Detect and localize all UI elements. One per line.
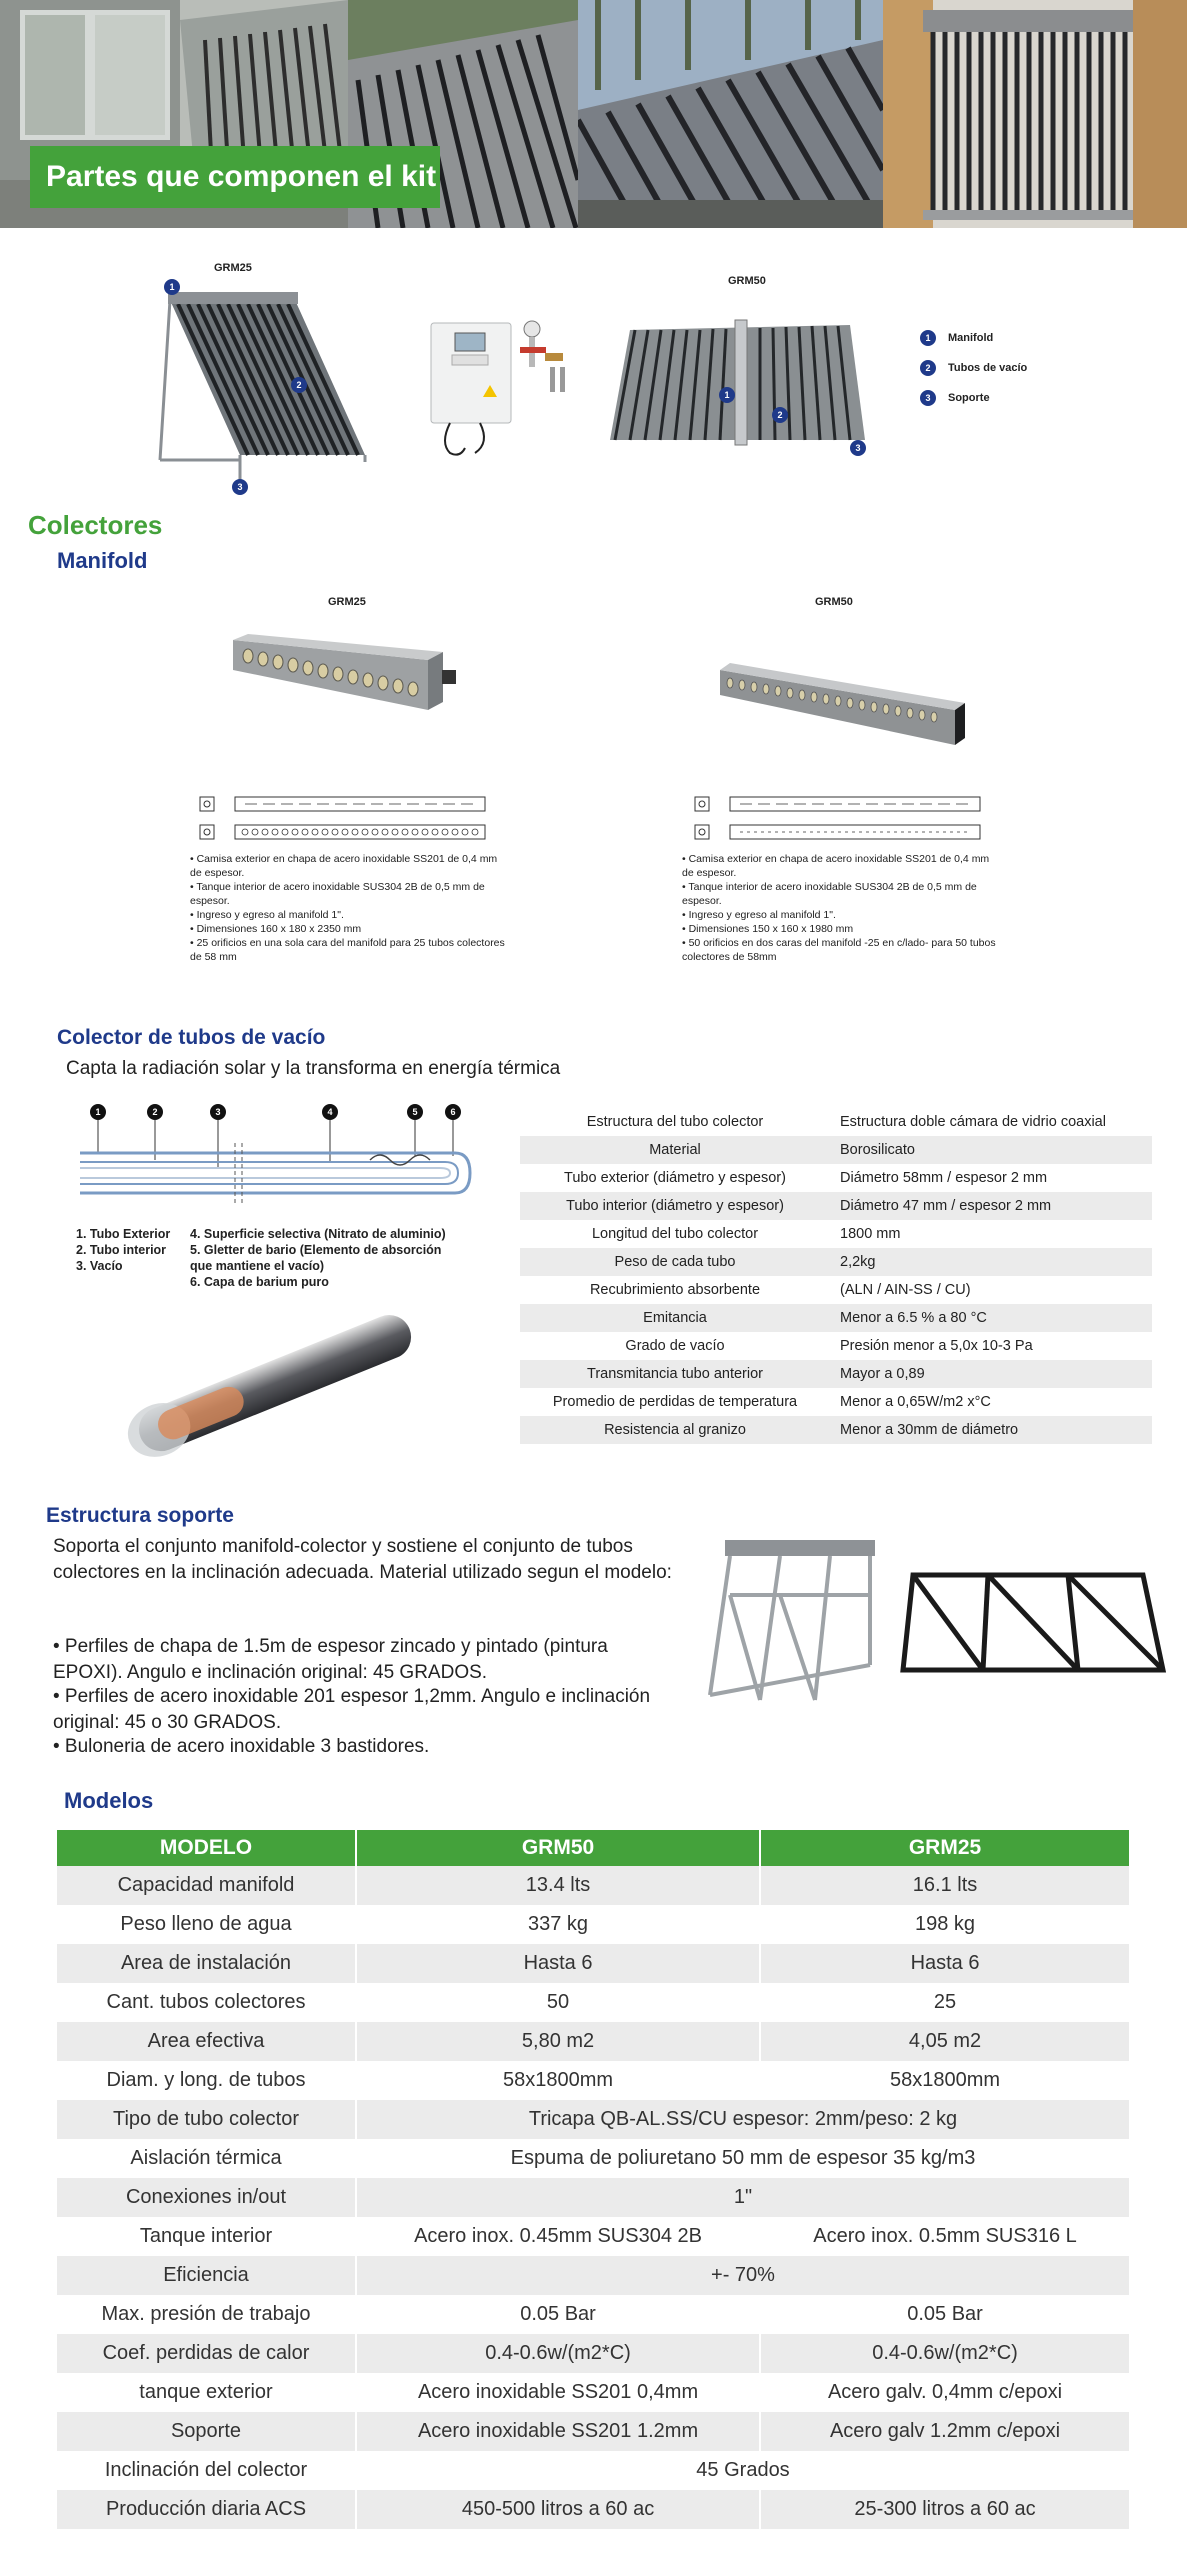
vacuum-tube-image [105, 1310, 425, 1460]
diagram-number-1: 1 [95, 1107, 101, 1117]
manifold-grm50-spec: • Tanque interior de acero inoxidable SUS304 2B de 0,5 mm de espesor. [682, 881, 977, 907]
table-row [57, 2490, 1129, 2529]
row-label: Peso lleno de agua [120, 1913, 292, 1935]
table-row [57, 2256, 1129, 2295]
modelos-header-grm25: GRM25 [761, 1830, 1129, 1866]
soporte-image-1 [700, 1535, 890, 1705]
table-row [520, 1108, 1152, 1136]
table-row [520, 1388, 1152, 1416]
legend-badge-2: 2 [920, 360, 936, 376]
spec-label: Emitancia [520, 1304, 830, 1332]
diagram-number-5: 5 [412, 1107, 418, 1117]
shared-value: Espuma de poliuretano 50 mm de espesor 35 kg/m3 [510, 2147, 976, 2169]
table-row [520, 1192, 1152, 1220]
row-label: Inclinación del colector [104, 2459, 308, 2481]
spec-label: Estructura del tubo colector [586, 1114, 764, 1130]
row-label: Capacidad manifold [57, 1866, 355, 1905]
row-label: Tanque interior [139, 2225, 273, 2247]
grm25-value: 4,05 m2 [761, 2022, 1129, 2061]
table-row [520, 1276, 1152, 1304]
vacuum-legend-item: 5. Gletter de bario (Elemento de absorción [190, 1243, 442, 1257]
vacuum-legend-item: 6. Capa de barium puro [190, 1275, 329, 1289]
spec-label: Peso de cada tubo [520, 1248, 830, 1276]
shared-value: 1" [357, 2178, 1129, 2217]
diagram-number-2: 2 [152, 1107, 158, 1117]
hero-photo-3 [578, 0, 883, 228]
section-title-modelos: Modelos [64, 1788, 154, 1813]
vacuum-legend-left [76, 1226, 170, 1274]
hero-photos [0, 0, 1187, 228]
table-row [520, 1136, 1152, 1164]
vacuum-legend-item: 2. Tubo interior [76, 1243, 167, 1257]
vacuum-legend-item: 3. Vacío [76, 1259, 123, 1273]
manifold-label-grm25: GRM25 [328, 596, 366, 608]
legend-badge-1: 1 [920, 330, 936, 346]
table-row [57, 1944, 1129, 1983]
grm50-value: 450-500 litros a 60 ac [357, 2490, 759, 2529]
shared-value: Tricapa QB-AL.SS/CU espesor: 2mm/peso: 2 kg [357, 2100, 1129, 2139]
grm50-value: Acero inox. 0.45mm SUS304 2B [414, 2225, 702, 2247]
kit-label-grm50: GRM50 [728, 275, 766, 287]
soporte-bullet-3: • Buloneria de acero inoxidable 3 bastidores. [53, 1736, 430, 1757]
spec-value: Borosilicato [830, 1136, 1152, 1164]
diagram-number-3: 3 [215, 1107, 221, 1117]
spec-label: Transmitancia tubo anterior [520, 1360, 830, 1388]
vacuum-legend-item: 4. Superficie selectiva (Nitrato de aluminio) [190, 1227, 446, 1241]
vacuum-legend-right [190, 1226, 446, 1290]
section-title-vacuum: Colector de tubos de vacío [57, 1026, 326, 1049]
table-row [57, 2217, 1129, 2256]
spec-value: Diámetro 47 mm / espesor 2 mm [830, 1192, 1152, 1220]
table-row [520, 1220, 1152, 1248]
kit-label-grm25: GRM25 [214, 262, 252, 274]
table-row [520, 1416, 1152, 1444]
manifold-grm25-spec: • Ingreso y egreso al manifold 1". [190, 909, 344, 921]
spec-label: Tubo exterior (diámetro y espesor) [564, 1170, 786, 1186]
legend-tubos: Tubos de vacío [948, 362, 1028, 374]
row-label: Producción diaria ACS [57, 2490, 355, 2529]
table-row [57, 1905, 1129, 1944]
grm25-value: 25 [933, 1991, 957, 2013]
spec-value: Menor a 6.5 % a 80 °C [830, 1304, 1152, 1332]
kit-badge-3: 3 [232, 479, 248, 495]
manifold-grm25-specs [190, 852, 510, 964]
row-label: Conexiones in/out [57, 2178, 355, 2217]
legend-soporte: Soporte [948, 392, 990, 404]
manifold-grm50-spec: • Ingreso y egreso al manifold 1". [682, 909, 836, 921]
table-row [57, 2334, 1129, 2373]
modelos-table [55, 1830, 1131, 2529]
spec-value: Estructura doble cámara de vidrio coaxial [840, 1114, 1106, 1130]
spec-value: (ALN / AIN-SS / CU) [840, 1282, 971, 1298]
row-label: Eficiencia [57, 2256, 355, 2295]
table-row [57, 1983, 1129, 2022]
kit-grm50-image [600, 300, 870, 450]
kit-badge-2: 2 [291, 377, 307, 393]
spec-label: Resistencia al granizo [520, 1416, 830, 1444]
table-row [57, 2295, 1129, 2334]
grm50-value: 0.05 Bar [520, 2303, 596, 2325]
vacuum-specs-table [520, 1108, 1152, 1444]
grm25-value: 0.4-0.6w/(m2*C) [761, 2334, 1129, 2373]
kit-badge-1: 1 [164, 279, 180, 295]
grm25-value: Acero galv 1.2mm c/epoxi [761, 2412, 1129, 2451]
spec-label: Material [520, 1136, 830, 1164]
spec-value: Menor a 30mm de diámetro [830, 1416, 1152, 1444]
grm50-value: 337 kg [528, 1913, 589, 1935]
soporte-bullet-1: • Perfiles de chapa de 1.5m de espesor zincado y pintado (pintura EPOXI). Angulo e inclinación original: 45 GRADOS. [53, 1636, 608, 1683]
row-label: Area efectiva [57, 2022, 355, 2061]
spec-value: 1800 mm [840, 1226, 901, 1242]
table-row [57, 2100, 1129, 2139]
spec-value: Diámetro 58mm / espesor 2 mm [840, 1170, 1048, 1186]
grm50-value: Acero inoxidable SS201 0,4mm [417, 2381, 699, 2403]
table-row [520, 1304, 1152, 1332]
grm25-value: 58x1800mm [890, 2069, 1001, 2091]
soporte-bullet-2: • Perfiles de acero inoxidable 201 espesor 1,2mm. Angulo e inclinación original: 45 o 30 GRADOS. [53, 1686, 651, 1733]
manifold-grm25-spec: • Tanque interior de acero inoxidable SUS304 2B de 0,5 mm de espesor. [190, 881, 485, 907]
table-row [57, 2373, 1129, 2412]
manifold-grm50-spec: • Dimensiones 150 x 160 x 1980 mm [682, 923, 854, 935]
row-label: Tipo de tubo colector [57, 2100, 355, 2139]
kit-grm50-badge-2: 2 [772, 407, 788, 423]
hero-banner: Partes que componen el kit [30, 146, 440, 208]
table-row [520, 1332, 1152, 1360]
vacuum-tube-diagram [70, 1098, 480, 1223]
row-label: Coef. perdidas de calor [57, 2334, 355, 2373]
shared-value: 45 Grados [696, 2459, 790, 2481]
vacuum-legend-item: que mantiene el vacío) [190, 1259, 325, 1273]
grm50-value: 0.4-0.6w/(m2*C) [357, 2334, 759, 2373]
row-label: Max. presión de trabajo [101, 2303, 311, 2325]
table-row [57, 2412, 1129, 2451]
table-row [57, 2139, 1129, 2178]
controller-image [425, 315, 590, 460]
row-label: Area de instalación [57, 1944, 355, 1983]
table-row [57, 2451, 1129, 2490]
modelos-header-modelo: MODELO [57, 1830, 355, 1866]
grm50-value: Acero inoxidable SS201 1.2mm [357, 2412, 759, 2451]
table-row [520, 1360, 1152, 1388]
grm25-value: 0.05 Bar [907, 2303, 983, 2325]
kit-grm25-image [150, 280, 380, 495]
grm50-value: 50 [546, 1991, 570, 2013]
grm50-value: 5,80 m2 [357, 2022, 759, 2061]
grm50-value: 13.4 lts [357, 1866, 759, 1905]
table-row [57, 2061, 1129, 2100]
kit-grm50-badge-3: 3 [850, 440, 866, 456]
legend-manifold: Manifold [948, 332, 994, 344]
manifold-grm50-image [715, 655, 970, 755]
row-label: Soporte [57, 2412, 355, 2451]
kit-grm50-badge-1: 1 [719, 387, 735, 403]
manifold-grm25-spec: • Dimensiones 160 x 180 x 2350 mm [190, 923, 362, 935]
section-title-colectores: Colectores [28, 510, 163, 540]
grm25-value: 25-300 litros a 60 ac [761, 2490, 1129, 2529]
manifold-grm25-spec: • Camisa exterior en chapa de acero inoxidable SS201 de 0,4 mm de espesor. [190, 853, 498, 879]
manifold-grm50-drawing [685, 785, 995, 850]
grm25-value: Acero inox. 0.5mm SUS316 L [813, 2225, 1077, 2247]
hero-photo-4 [883, 0, 1187, 228]
spec-label: Tubo interior (diámetro y espesor) [520, 1192, 830, 1220]
legend-badge-3: 3 [920, 390, 936, 406]
grm25-value: 198 kg [915, 1913, 976, 1935]
soporte-image-2 [893, 1560, 1173, 1690]
soporte-intro: Soporta el conjunto manifold-colector y sostiene el conjunto de tubos colectores en la inclinación adecuada. Material utilizado segun el modelo: [53, 1536, 672, 1583]
row-label: Aislación térmica [130, 2147, 282, 2169]
grm25-value: 16.1 lts [761, 1866, 1129, 1905]
row-label: tanque exterior [139, 2381, 273, 2403]
manifold-grm50-specs [682, 852, 1002, 964]
grm50-value: Hasta 6 [357, 1944, 759, 1983]
spec-value: 2,2kg [830, 1248, 1152, 1276]
spec-label: Longitud del tubo colector [591, 1226, 759, 1242]
manifold-grm25-spec: • 25 orificios en una sola cara del manifold para 25 tubos colectores de 58 mm [190, 937, 505, 963]
manifold-grm25-drawing [190, 785, 500, 850]
table-row [520, 1248, 1152, 1276]
manifold-grm50-spec: • Camisa exterior en chapa de acero inoxidable SS201 de 0,4 mm de espesor. [682, 853, 990, 879]
modelos-header-grm50: GRM50 [357, 1830, 759, 1866]
spec-value: Menor a 0,65W/m2 x°C [840, 1394, 991, 1410]
table-row [57, 2022, 1129, 2061]
manifold-grm50-spec: • 50 orificios en dos caras del manifold -25 en c/lado- para 50 tubos colectores de 58mm [682, 937, 996, 963]
grm25-value: Hasta 6 [761, 1944, 1129, 1983]
section-title-soporte: Estructura soporte [46, 1504, 234, 1527]
table-row [520, 1164, 1152, 1192]
grm25-value: Acero galv. 0,4mm c/epoxi [827, 2381, 1063, 2403]
row-label: Cant. tubos colectores [106, 1991, 306, 2013]
manifold-label-grm50: GRM50 [815, 596, 853, 608]
diagram-number-6: 6 [450, 1107, 456, 1117]
spec-value: Presión menor a 5,0x 10-3 Pa [840, 1338, 1033, 1354]
manifold-grm25-image [228, 630, 468, 750]
spec-label: Promedio de perdidas de temperatura [552, 1394, 798, 1410]
grm50-value: 58x1800mm [503, 2069, 614, 2091]
spec-value: Mayor a 0,89 [830, 1360, 1152, 1388]
table-row [57, 1866, 1129, 1905]
diagram-number-4: 4 [327, 1107, 333, 1117]
table-row [57, 2178, 1129, 2217]
spec-label: Grado de vacío [625, 1338, 725, 1354]
vacuum-legend-item: 1. Tubo Exterior [76, 1227, 171, 1241]
shared-value: +- 70% [357, 2256, 1129, 2295]
vacuum-subtitle: Capta la radiación solar y la transforma en energía térmica [66, 1058, 561, 1079]
section-subtitle-manifold: Manifold [57, 548, 148, 573]
spec-label: Recubrimiento absorbente [589, 1282, 761, 1298]
row-label: Diam. y long. de tubos [106, 2069, 306, 2091]
